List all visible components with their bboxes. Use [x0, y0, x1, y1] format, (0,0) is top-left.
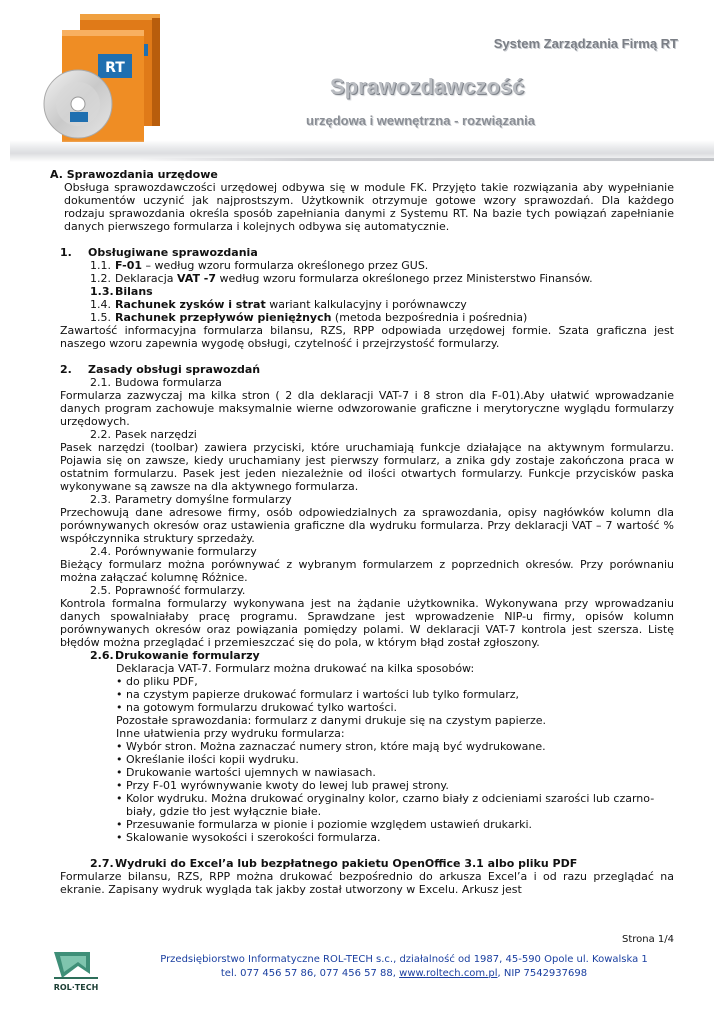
- s2-sub-title: Drukowanie formularzy: [115, 649, 260, 662]
- footer-phones: tel. 077 456 57 86, 077 456 57 88,: [220, 968, 400, 979]
- s1-item-number: 1.2.: [90, 272, 111, 285]
- list-item: • Skalowanie wysokości i szerokości formularza.: [116, 831, 674, 844]
- list-item: • Wybór stron. Można zaznaczać numery stron, które mają być wydrukowane.: [116, 740, 674, 753]
- s1-item-number: 1.5.: [90, 311, 111, 324]
- section-1-note: Zawartość informacyjna formularza bilansu, RZS, RPP odpowiada urzędowej formie. Szata graficzna jest naszego wzoru zapewnia wygodę obsługi, czytelność i przejrzystość formularzy.: [60, 324, 674, 350]
- footer-company-line: Przedsiębiorstwo Informatyczne ROL-TECH s.c., działalność od 1987, 45-590 Opole ul. Kowalska 1: [160, 954, 648, 965]
- s1-item-text: wariant kalkulacyjny i porównawczy: [265, 298, 467, 311]
- s2-sub-number: 2.7.: [90, 857, 114, 870]
- s1-item-text: – według wzoru formularza określonego przez GUS.: [142, 259, 429, 272]
- footer-contact-line: [104, 968, 704, 979]
- s1-item-bold: VAT -7: [177, 272, 216, 285]
- roltech-logo: [50, 948, 102, 992]
- s2-sub-number: 2.3.: [90, 493, 111, 506]
- printing-aids-intro: Inne ułatwienia przy wydruku formularza:: [116, 727, 345, 740]
- s2-sub-title: Wydruki do Excel’a lub bezpłatnego pakietu OpenOffice 3.1 albo pliku PDF: [115, 857, 578, 870]
- s1-item: [90, 298, 674, 311]
- s2-sub-text: Pasek narzędzi (toolbar) zawiera przyciski, które uruchamiają funkcje działające na aktywnym formularzu. Pojawia się on zawsze, kiedy uruchamiany jest pierwszy formularz, a znika gdy zostaje zakończona praca w ostatnim formularzu. Pasek jest jeden niezależnie od ilości otwartych formularzy. Funkcje przycisków paska wykonywane są zawsze na dla aktywnego formularza.: [60, 441, 674, 493]
- s2-subheading: [90, 545, 674, 558]
- website-link[interactable]: www.roltech.com.pl: [399, 968, 498, 979]
- section-1-title: Obsługiwane sprawozdania: [88, 246, 258, 259]
- section-2-heading: [60, 363, 674, 376]
- s2-sub-text: Formularze bilansu, RZS, RPP można drukować bezpośrednio do arkusza Excel’a i od razu przeglądać na ekranie. Zapisany wydruk wygląda tak jakby został utworzony w Excelu. Arkusz jest: [60, 870, 674, 896]
- s1-item-number: 1.1.: [90, 259, 111, 272]
- s1-item-text: (metoda bezpośrednia i pośrednia): [331, 311, 528, 324]
- s2-sub-text: Kontrola formalna formularzy wykonywana jest na żądanie użytkownika. Wykonywana przy wprowadzaniu danych spowalniałaby pracę programu. Sprawdzane jest wprowadzenie NIP-u firmy, opisów kolumn porównywanych okresów oraz powiązania pomiędzy polami. W deklaracji VAT-7 kontrola jest szersza. Listę błędów można przeglądać i przemieszczać się do pola, w którym błąd został zgłoszony.: [60, 597, 674, 649]
- s2-sub-text: Bieżący formularz można porównywać z wybranym formularzem z poprzednich okresów. Przy porównaniu można załączać kolumnę Różnice.: [60, 558, 674, 584]
- system-title: System Zarządzania Firmą RT: [493, 36, 678, 51]
- s2-subheading: [90, 649, 674, 662]
- s2-sub-number: 2.1.: [90, 376, 111, 389]
- s2-subheading: [90, 857, 674, 870]
- s2-sub-title: Parametry domyślne formularzy: [115, 493, 292, 506]
- list-item: • Kolor wydruku. Można drukować oryginalny kolor, czarno biały z odcieniami szarości lub czarno-biały, gdzie tło jest wyłącznie białe.: [116, 792, 674, 818]
- s1-item: [90, 311, 674, 324]
- page-subtitle: urzędowa i wewnętrzna - rozwiązania: [306, 113, 535, 128]
- list-item: • na gotowym formularzu drukować tylko wartości.: [116, 701, 674, 714]
- s1-item-text: według wzoru formularza określonego przez Ministerstwo Finansów.: [216, 272, 593, 285]
- s1-item-bold: Rachunek zysków i strat: [115, 298, 266, 311]
- list-item: • Drukowanie wartości ujemnych w nawiasach.: [116, 766, 674, 779]
- section-2-number: 2.: [60, 363, 72, 376]
- s2-subheading: [90, 493, 674, 506]
- section-2-title: Zasady obsługi sprawozdań: [88, 363, 261, 376]
- page-title: Sprawozdawczość: [330, 74, 525, 99]
- s1-item-bold: F-01: [115, 259, 143, 272]
- s2-sub-number: 2.2.: [90, 428, 111, 441]
- s1-item-number: 1.4.: [90, 298, 111, 311]
- s1-item-number: 1.3.: [90, 285, 114, 298]
- printing-other: Pozostałe sprawozdania: formularz z danymi drukuje się na czystym papierze.: [116, 714, 547, 727]
- section-a-intro: Obsługa sprawozdawczości urzędowej odbywa się w module FK. Przyjęto takie rozwiązania aby wypełnianie dokumentów uczynić jak najprostszym. Użytkownik otrzymuje gotowe wzory sprawozdań. Dla każdego rodzaju sprawozdania określa sposób zapełniania danymi z Systemu RT. Na bazie tych powiązań zapełnianie danych pierwszego formularza i kolejnych odbywa się automatycznie.: [64, 181, 674, 233]
- s2-sub-title: Pasek narzędzi: [115, 428, 197, 441]
- document-body: [50, 168, 674, 896]
- s2-subheading: [90, 584, 674, 597]
- s2-sub-number: 2.6.: [90, 649, 114, 662]
- section-1-number: 1.: [60, 246, 72, 259]
- s2-sub-number: 2.5.: [90, 584, 111, 597]
- list-item: • Określanie ilości kopii wydruku.: [116, 753, 674, 766]
- s2-sub-number: 2.4.: [90, 545, 111, 558]
- s2-subheading: [90, 428, 674, 441]
- section-a-heading: A. Sprawozdania urzędowe: [50, 168, 218, 181]
- s2-sub-title: Porównywanie formularzy: [115, 545, 257, 558]
- s1-item: [90, 285, 674, 298]
- s1-item-bold: Rachunek przepływów pieniężnych: [115, 311, 332, 324]
- printing-intro: Deklaracja VAT-7. Formularz można drukować na kilka sposobów:: [116, 662, 475, 675]
- s1-item: [90, 259, 674, 272]
- s2-subheading: [90, 376, 674, 389]
- s1-item-prefix: Deklaracja: [115, 272, 178, 285]
- s2-sub-text: Formularza zazwyczaj ma kilka stron ( 2 dla deklaracji VAT-7 i 8 stron dla F-01).Aby ułatwić wprowadzanie danych program zachowuje maksymalnie wierne odwzorowanie graficzne i merytoryczne wyglądu formularzy urzędowych.: [60, 389, 674, 428]
- s2-sub-text: Przechowują dane adresowe firmy, osób odpowiedzialnych za sprawozdania, opisy nagłówków kolumn dla porównywanych okresów oraz ustawienia graficzne dla wydruku formularza. Przy deklaracji VAT – 7 wartość % współczynnika struktury sprzedaży.: [60, 506, 674, 545]
- list-item: • do pliku PDF,: [116, 675, 674, 688]
- product-box-image: [40, 8, 168, 150]
- svg-text:ROL·TECH: ROL·TECH: [53, 983, 99, 992]
- printing-options-list: [116, 675, 674, 714]
- printing-block: [116, 662, 674, 844]
- list-item: • na czystym papierze drukować formularz i wartości lub tylko formularz,: [116, 688, 674, 701]
- s1-item-bold: Bilans: [115, 285, 153, 298]
- footer-nip: , NIP 7542937698: [497, 968, 588, 979]
- s2-sub-title: Budowa formularza: [115, 376, 222, 389]
- list-item: • Przesuwanie formularza w pionie i poziomie względem ustawień drukarki.: [116, 818, 674, 831]
- section-1-heading: [60, 246, 674, 259]
- header-divider: [140, 158, 714, 161]
- section-a: [50, 168, 674, 233]
- printing-aids-list: [116, 740, 674, 844]
- s1-item: [90, 272, 674, 285]
- s2-sub-title: Poprawność formularzy.: [115, 584, 246, 597]
- list-item: • Przy F-01 wyrównywanie kwoty do lewej lub prawej strony.: [116, 779, 674, 792]
- page-number: Strona 1/4: [621, 934, 674, 945]
- svg-text:RT: RT: [105, 60, 125, 76]
